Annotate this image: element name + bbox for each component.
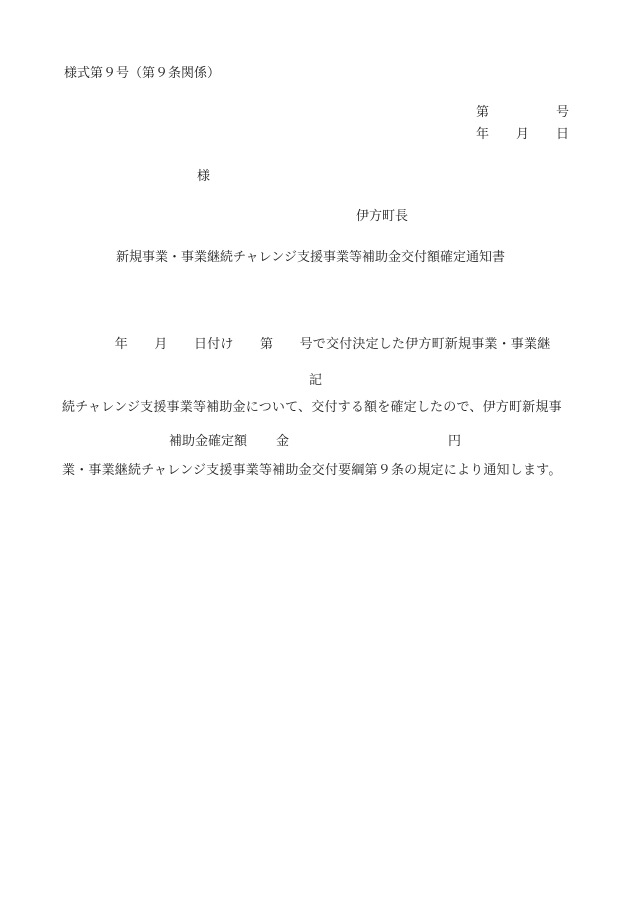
form-number: 様式第９号（第９条関係） — [64, 66, 221, 81]
amount-unit: 円 — [448, 434, 462, 449]
ki-heading: 記 — [309, 373, 323, 388]
document-date-row — [476, 128, 568, 150]
amount-prefix: 金 — [276, 434, 290, 449]
body-line: 続チャレンジ支援事業等補助金について、交付する額を確定したので、伊方町新規事 — [62, 400, 562, 415]
body-line: 年 月 日付け 第 号で交付決定した伊方町新規事業・事業継 — [62, 337, 551, 352]
date-month: 月 — [516, 127, 530, 142]
document-title: 新規事業・事業継続チャレンジ支援事業等補助金交付額確定通知書 — [116, 250, 505, 265]
sender-name: 伊方町長 — [356, 209, 409, 224]
document-number-suffix: 号 — [556, 105, 570, 120]
date-year: 年 — [476, 127, 490, 142]
document-body — [62, 292, 572, 523]
document-number-date-block — [476, 106, 568, 150]
addressee-honorific: 様 — [197, 169, 211, 184]
body-line: 業・事業継続チャレンジ支援事業等補助金交付要綱第９条の規定により通知します。 — [62, 463, 562, 478]
date-day: 日 — [556, 127, 570, 142]
document-number-row — [476, 106, 568, 128]
amount-label: 補助金確定額 — [169, 434, 248, 449]
document-number-prefix: 第 — [476, 105, 490, 120]
